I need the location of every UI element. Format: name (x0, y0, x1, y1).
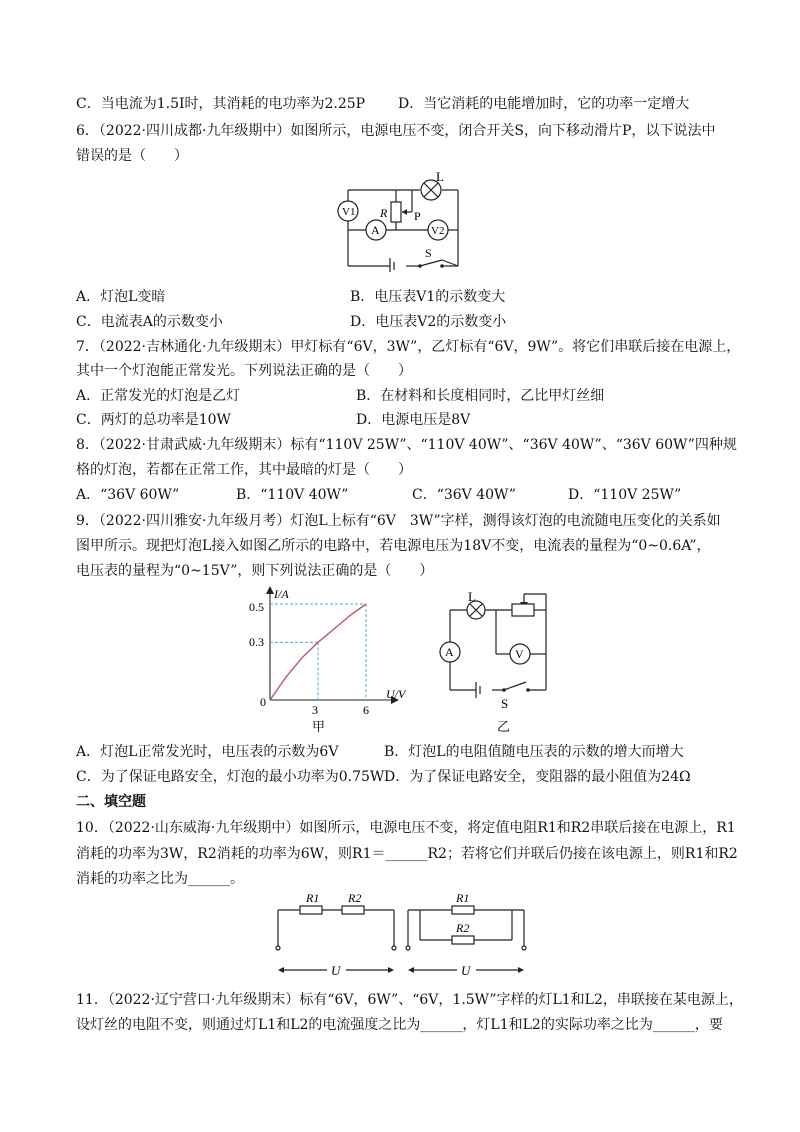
q10-parallel-circuit (402, 888, 532, 982)
q9-xtick-3: 3 (312, 703, 318, 717)
resistor-icon (391, 202, 401, 222)
q6-option-b: B．电压表V1的示数变大 (350, 289, 506, 305)
q6-option-c: C．电流表A的示数变小 (76, 314, 223, 330)
q9-label-a: A (445, 645, 454, 659)
q10-series-label-u: U (331, 963, 341, 978)
q6-label-r: R (380, 206, 388, 220)
q9-stem-line2: 图甲所示。现把灯泡L接入如图乙所示的电路中，若电源电压为18V不变，电流表的量程为“0~0.6A”， (76, 538, 711, 554)
q10-stem-line2: 消耗的功率为3W，R2消耗的功率为6W，则R1＝______R2；若将它们并联后仍接在该电源上，则R1和R2 (76, 846, 738, 862)
q7-option-c: C．两灯的总功率是10W (76, 412, 231, 428)
q6-label-a: A (371, 223, 380, 237)
q9-circuit-diagram (436, 592, 561, 734)
q9-label-v: V (515, 647, 524, 661)
q6-label-v1: V1 (342, 206, 356, 218)
q6-label-p: P (414, 209, 421, 223)
q9-xlabel: U/V (386, 687, 406, 701)
resistor-r1-icon (452, 906, 474, 914)
q8-option-d: D．“110V 25W” (568, 487, 682, 503)
q10-parallel-label-u: U (461, 963, 471, 978)
q9-option-d: D．为了保证电路安全，变阻器的最小阻值为24Ω (384, 769, 691, 785)
resistor-r2-icon (452, 936, 474, 944)
q11-stem-line2: 设灯丝的电阻不变，则通过灯L1和L2的电流强度之比为______，灯L1和L2的实际功率之比为______，要 (76, 1017, 723, 1033)
q7-option-d: D．电源电压是8V (356, 412, 471, 428)
q6-option-d: D．电压表V2的示数变小 (350, 314, 507, 330)
q9-option-a: A．灯泡L正常发光时，电压表的示数为6V (76, 744, 339, 760)
q9-iu-graph (246, 586, 416, 736)
q7-stem-line2: 其中一个灯泡能正常发光。下列说法正确的是（ ） (76, 363, 412, 379)
q9-option-c: C．为了保证电路安全，灯泡的最小功率为0.75W (76, 769, 385, 785)
q9-label-s: S (501, 696, 509, 711)
rheostat-icon (512, 604, 534, 616)
q5-option-c: C．当电流为1.5I时，其消耗的电功率为2.25P (76, 96, 366, 112)
q9-stem-line3: 电压表的量程为“0~15V”，则下列说法正确的是（ ） (76, 563, 434, 579)
q7-option-b: B．在材料和长度相同时，乙比甲灯丝细 (356, 388, 605, 404)
q9-label-l: L (468, 592, 476, 604)
q9-xtick-6: 6 (363, 703, 369, 717)
q9-caption-yi: 乙 (497, 719, 511, 734)
q10-series-label-r2: R2 (348, 891, 362, 905)
q10-parallel-label-r2: R2 (456, 921, 470, 935)
q9-origin: 0 (260, 695, 266, 709)
q9-stem-line1: 9．（2022·四川雅安·九年级月考）灯泡L上标有“6V 3W”字样，测得该灯泡的电流随电压变化的关系如 (76, 513, 721, 529)
q6-stem-line1: 6．（2022·四川成都·九年级期中）如图所示，电源电压不变，闭合开关S，向下移动滑片P，以下说法中 (76, 123, 716, 139)
section-heading-fill-in: 二、填空题 (76, 794, 146, 810)
q5-option-d: D．当它消耗的电能增加时，它的功率一定增大 (398, 96, 690, 112)
q9-ytick-0.5: 0.5 (249, 600, 264, 614)
q7-option-a: A．正常发光的灯泡是乙灯 (76, 388, 241, 404)
q10-series-label-r1: R1 (306, 891, 320, 905)
q8-option-a: A．“36V 60W” (76, 487, 180, 503)
q7-stem-line1: 7．（2022·吉林通化·九年级期末）甲灯标有“6V，3W”，乙灯标有“6V，9W”。将它们串联后接在电源上， (76, 339, 741, 355)
q9-option-b: B．灯泡L的电阻值随电压表的示数的增大而增大 (384, 744, 684, 760)
q6-circuit-diagram (330, 172, 480, 272)
q6-label-v2: V2 (431, 225, 445, 237)
q10-stem-line1: 10．（2022·山东威海·九年级期中）如图所示，电源电压不变，将定值电阻R1和R2串联后接在电源上，R1 (76, 820, 736, 836)
q8-option-b: B．“110V 40W” (236, 487, 349, 503)
resistor-r1-icon (300, 906, 322, 914)
q8-stem-line2: 格的灯泡，若都在正常工作，其中最暗的灯是（ ） (76, 462, 412, 478)
q8-option-c: C．“36V 40W” (412, 487, 516, 503)
q9-iu-curve (270, 604, 366, 700)
q6-label-s: S (425, 246, 432, 260)
q9-ytick-0.3: 0.3 (249, 635, 264, 649)
q10-stem-line3: 消耗的功率之比为______。 (76, 871, 244, 887)
q6-stem-line2: 错误的是（ ） (76, 148, 188, 164)
q6-label-l: L (436, 172, 444, 184)
q6-option-a: A．灯泡L变暗 (76, 289, 166, 305)
resistor-r2-icon (342, 906, 364, 914)
q10-series-circuit (272, 888, 402, 982)
q9-ylabel: I/A (274, 587, 289, 601)
q9-caption-jia: 甲 (312, 719, 326, 734)
q8-stem-line1: 8．（2022·甘肃武威·九年级期末）标有“110V 25W”、“110V 40W”、“36V 40W”、“36V 60W”四种规 (76, 437, 737, 453)
q11-stem-line1: 11．（2022·辽宁营口·九年级期末）标有“6V，6W”、“6V，1.5W”字样的灯L1和L2，串联接在某电源上， (76, 992, 743, 1008)
q10-parallel-label-r1: R1 (456, 891, 470, 905)
